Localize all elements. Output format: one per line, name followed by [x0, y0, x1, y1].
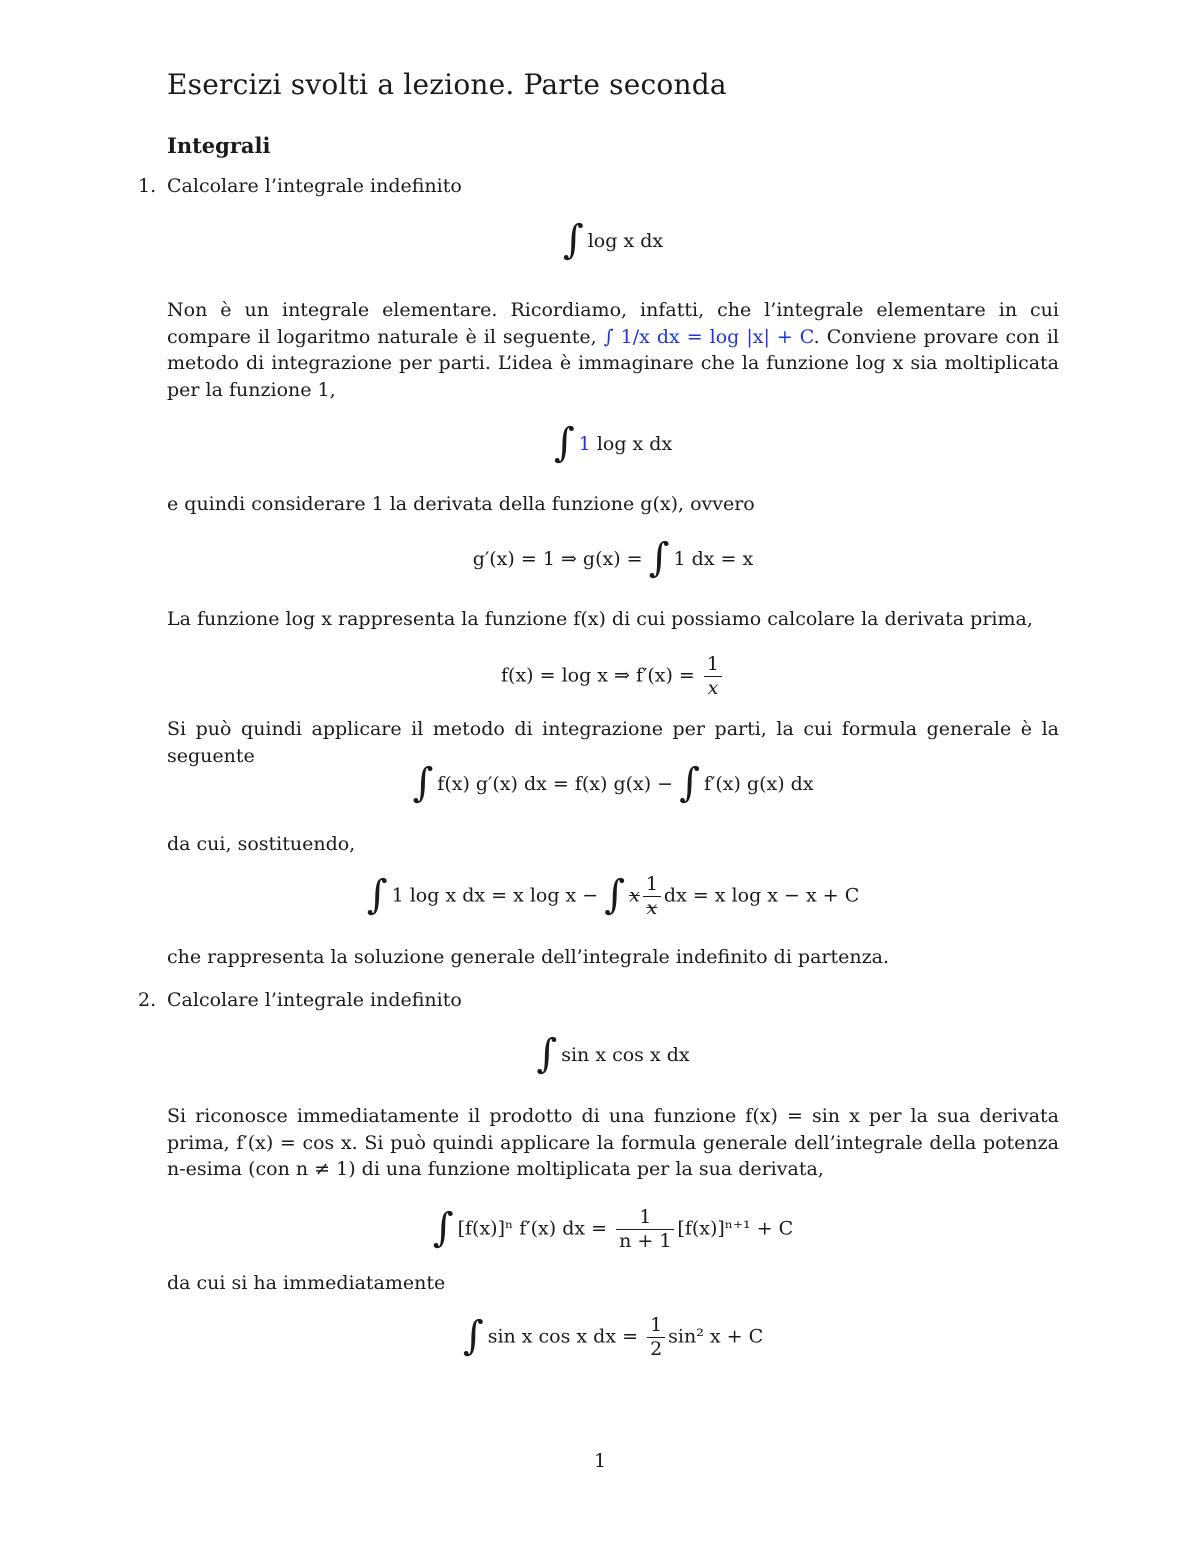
- equation-1-3-left: g′(x) = 1 ⇒ g(x) =: [472, 548, 643, 570]
- cancelled-term: x: [629, 884, 640, 907]
- fraction: [647, 1316, 665, 1359]
- equation-1-4: [167, 655, 1059, 698]
- paragraph-text: Non è un integrale elementare. Ricordiamo, infatti, che l’integrale elementare in cui compare il logaritmo naturale è il seguente,: [167, 299, 1059, 348]
- exercise-1-paragraph-3: La funzione log x rappresenta la funzione f(x) di cui possiamo calcolare la derivata prima,: [167, 608, 1033, 630]
- exercise-1-paragraph-4: Si può quindi applicare il metodo di integrazione per parti, la cui formula generale è la seguente: [167, 718, 1059, 767]
- exercise-number-1: 1.: [138, 175, 157, 197]
- page-title: Esercizi svolti a lezione. Parte seconda: [167, 68, 727, 101]
- equation-1-5: ∫ f(x) g′(x) dx = f(x) g(x) − ∫ f′(x) g(x) dx: [412, 760, 814, 806]
- equation-1-2: ∫ 1 log x dx: [553, 420, 673, 466]
- fraction-numerator: 1: [704, 655, 722, 677]
- paragraph-text-continued: . Conviene provare con il metodo di integrazione per parti. L’idea è immaginare che la funzione log x sia moltiplicata per la funzione 1,: [167, 325, 1060, 401]
- fraction-numerator: 1: [643, 875, 661, 897]
- equation-1-2-body: log x dx: [596, 433, 673, 455]
- fraction-denominator: n + 1: [619, 1230, 672, 1252]
- exercise-number-2: 2.: [138, 989, 157, 1011]
- fraction-denominator: 2: [650, 1338, 663, 1360]
- equation-1-3-right: 1 dx = x: [673, 548, 754, 570]
- equation-2-2: ∫ [f(x)]ⁿ f′(x) dx = $\frac{1}{n + 1}$ [f(x)]ⁿ⁺¹ + C: [432, 1204, 794, 1252]
- equation-1-6-left: 1 log x dx = x log x −: [391, 884, 599, 907]
- equation-1-3: g′(x) = 1 ⇒ g(x) = ∫ 1 dx = x: [472, 535, 754, 581]
- fraction: [643, 875, 661, 918]
- equation-1-5-left: f(x) g′(x) dx = f(x) g(x) −: [437, 773, 674, 795]
- exercise-2-prompt: Calcolare l’integrale indefinito: [167, 989, 462, 1011]
- exercise-2-paragraph-1: Si riconosce immediatamente il prodotto di una funzione f(x) = sin x per la sua derivata prima, f′(x) = cos x. Si può quindi applicare la formula generale dell’integrale della potenza n-esima (con n ≠ 1) di una funzione moltiplicata per la sua derivata,: [167, 1105, 1059, 1180]
- fraction-denominator: x: [707, 677, 719, 699]
- equation-1-4-left: f(x) = log x ⇒ f′(x) =: [501, 664, 695, 687]
- equation-1-1: ∫ log x dx: [562, 217, 664, 263]
- fraction-denominator: x: [646, 897, 658, 919]
- equation-2-1-body: sin x cos x dx: [561, 1044, 690, 1066]
- page-number: 1: [593, 1450, 607, 1472]
- exercise-1-paragraph-1: [167, 297, 1059, 403]
- equation-2-1: ∫ sin x cos x dx: [536, 1031, 690, 1077]
- exercise-1-paragraph-6: che rappresenta la soluzione generale dell’integrale indefinito di partenza.: [167, 946, 889, 968]
- equation-1-1-body: log x dx: [587, 230, 664, 252]
- fraction: [616, 1208, 674, 1251]
- equation-1-6-right: dx = x log x − x + C: [663, 884, 860, 907]
- equation-2-2-right: [f(x)]ⁿ⁺¹ + C: [677, 1217, 794, 1240]
- equation-2-3: ∫ sin x cos x dx = $\frac{1}{2}$ sin² x + C: [462, 1312, 764, 1360]
- exercise-1-prompt: Calcolare l’integrale indefinito: [167, 175, 462, 197]
- fraction: [704, 655, 722, 698]
- section-heading: Integrali: [167, 133, 271, 158]
- exercise-1-paragraph-2: e quindi considerare 1 la derivata della funzione g(x), ovvero: [167, 493, 755, 515]
- fraction-numerator: 1: [616, 1208, 674, 1230]
- exercise-1-paragraph-5: da cui, sostituendo,: [167, 833, 356, 855]
- equation-2-3-right: sin² x + C: [668, 1325, 764, 1348]
- equation-1-5-right: f′(x) g(x) dx: [704, 773, 814, 795]
- inline-formula: ∫ 1/x dx = log |x| + C: [603, 325, 814, 348]
- fraction-numerator: 1: [647, 1316, 665, 1338]
- equation-1-6: ∫ 1 log x dx = x log x − ∫ x $\frac{1}{x}$ dx = x log x − x + C: [366, 871, 860, 919]
- exercise-2-paragraph-2: da cui si ha immediatamente: [167, 1272, 446, 1294]
- equation-1-2-one: 1: [578, 433, 591, 455]
- equation-2-3-left: sin x cos x dx =: [487, 1325, 639, 1348]
- equation-2-2-left: [f(x)]ⁿ f′(x) dx =: [457, 1217, 608, 1240]
